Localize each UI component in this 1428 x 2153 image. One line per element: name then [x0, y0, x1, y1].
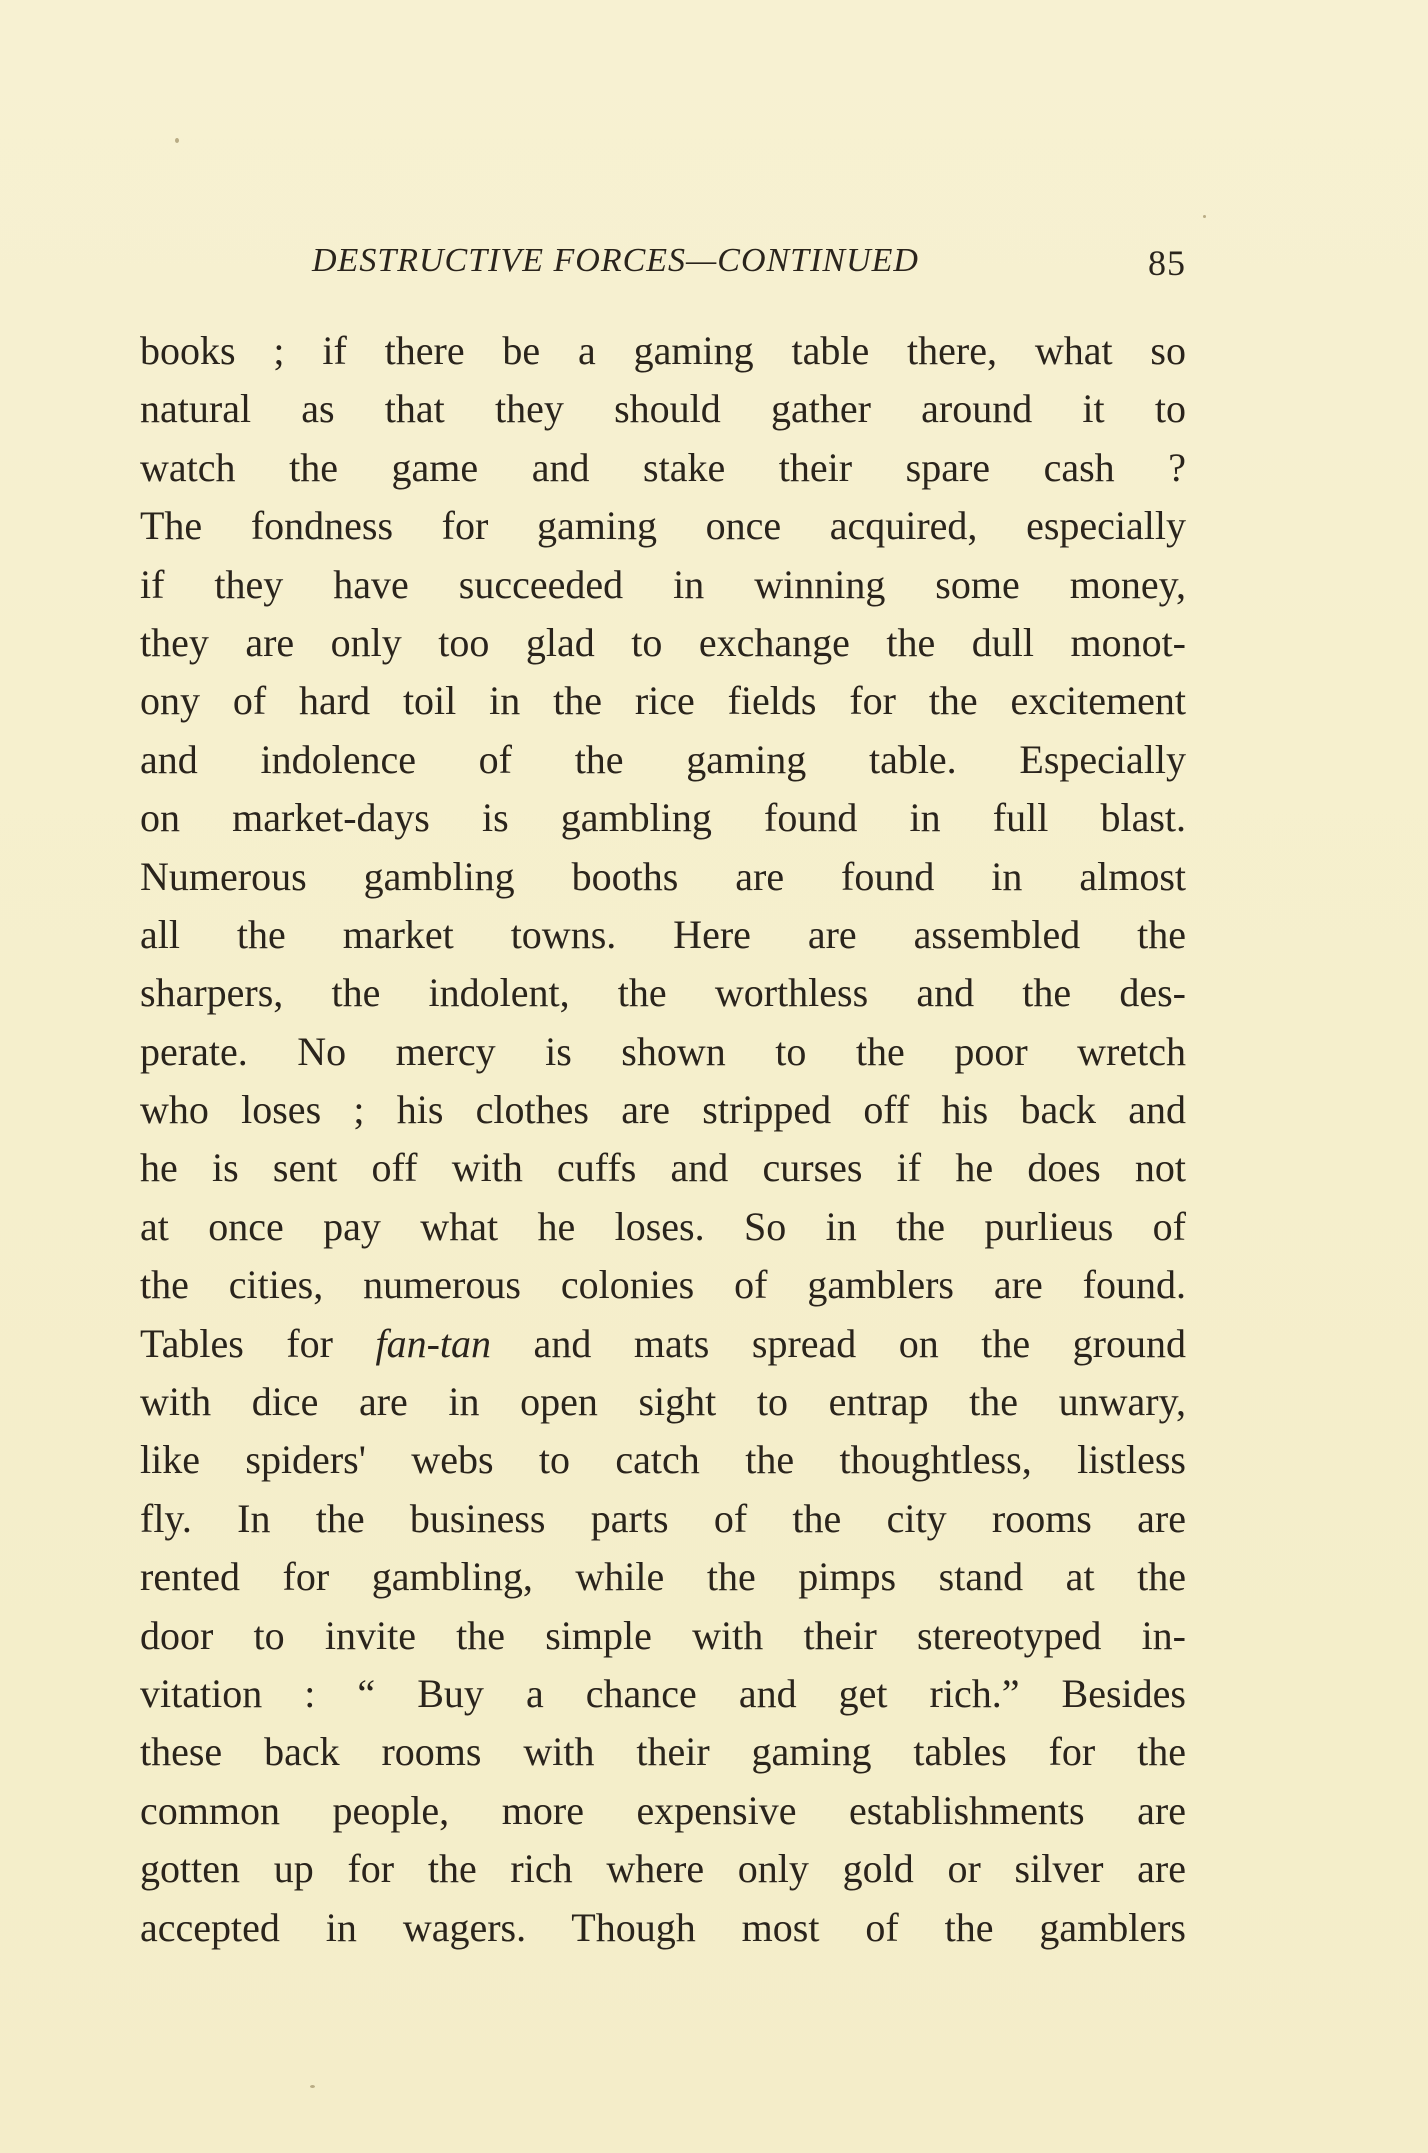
text-line: the cities, numerous colonies of gamblers are found. — [140, 1262, 1186, 1308]
page-number: 85 — [1148, 243, 1186, 283]
text-line: door to invite the simple with their stereotyped in- — [140, 1612, 1186, 1658]
text-line: gotten up for the rich where only gold or silver are — [140, 1846, 1186, 1892]
text-line: rented for gambling, while the pimps stand at the — [140, 1554, 1186, 1600]
text-line: with dice are in open sight to entrap the unwary, — [140, 1379, 1186, 1425]
line-text-after: and mats spread on the ground — [491, 1320, 1186, 1366]
text-line: and indolence of the gaming table. Especially — [140, 736, 1186, 782]
text-line: all the market towns. Here are assembled the — [140, 911, 1186, 957]
text-line: The fondness for gaming once acquired, especially — [140, 503, 1186, 549]
paper-speck — [1203, 215, 1206, 218]
text-line-with-italic — [140, 1315, 1186, 1373]
text-line: who loses ; his clothes are stripped off his back and — [140, 1087, 1186, 1133]
text-line: perate. No mercy is shown to the poor wretch — [140, 1028, 1186, 1074]
text-line: vitation : “ Buy a chance and get rich.” Besides — [140, 1670, 1186, 1716]
text-line: they are only too glad to exchange the dull monot- — [140, 619, 1186, 665]
text-line: these back rooms with their gaming tables for the — [140, 1729, 1186, 1775]
text-line: he is sent off with cuffs and curses if he does not — [140, 1145, 1186, 1191]
paper-speck — [175, 138, 179, 143]
text-line: ony of hard toil in the rice fields for the excitement — [140, 678, 1186, 724]
text-line: like spiders' webs to catch the thoughtless, listless — [140, 1437, 1186, 1483]
text-line: if they have succeeded in winning some money, — [140, 561, 1186, 607]
text-line: books ; if there be a gaming table there, what so — [140, 328, 1186, 373]
line-text-before: Tables for — [140, 1320, 376, 1366]
running-head — [140, 242, 1186, 292]
text-line: at once pay what he loses. So in the purlieus of — [140, 1203, 1186, 1249]
text-line: common people, more expensive establishments are — [140, 1787, 1186, 1833]
text-line: accepted in wagers. Though most of the gamblers — [140, 1904, 1186, 1950]
running-head-title: DESTRUCTIVE FORCES—CONTINUED — [312, 242, 919, 279]
text-line: fly. In the business parts of the city rooms are — [140, 1495, 1186, 1541]
text-line: natural as that they should gather around it to — [140, 386, 1186, 432]
text-line: sharpers, the indolent, the worthless and the des- — [140, 970, 1186, 1016]
paper-speck — [310, 2085, 315, 2088]
body-text — [140, 322, 1186, 1957]
text-line: on market-days is gambling found in full blast. — [140, 795, 1186, 841]
text-line: Numerous gambling booths are found in almost — [140, 853, 1186, 899]
italic-term-fan-tan: fan-tan — [375, 1320, 492, 1366]
text-line: watch the game and stake their spare cash ? — [140, 444, 1186, 490]
